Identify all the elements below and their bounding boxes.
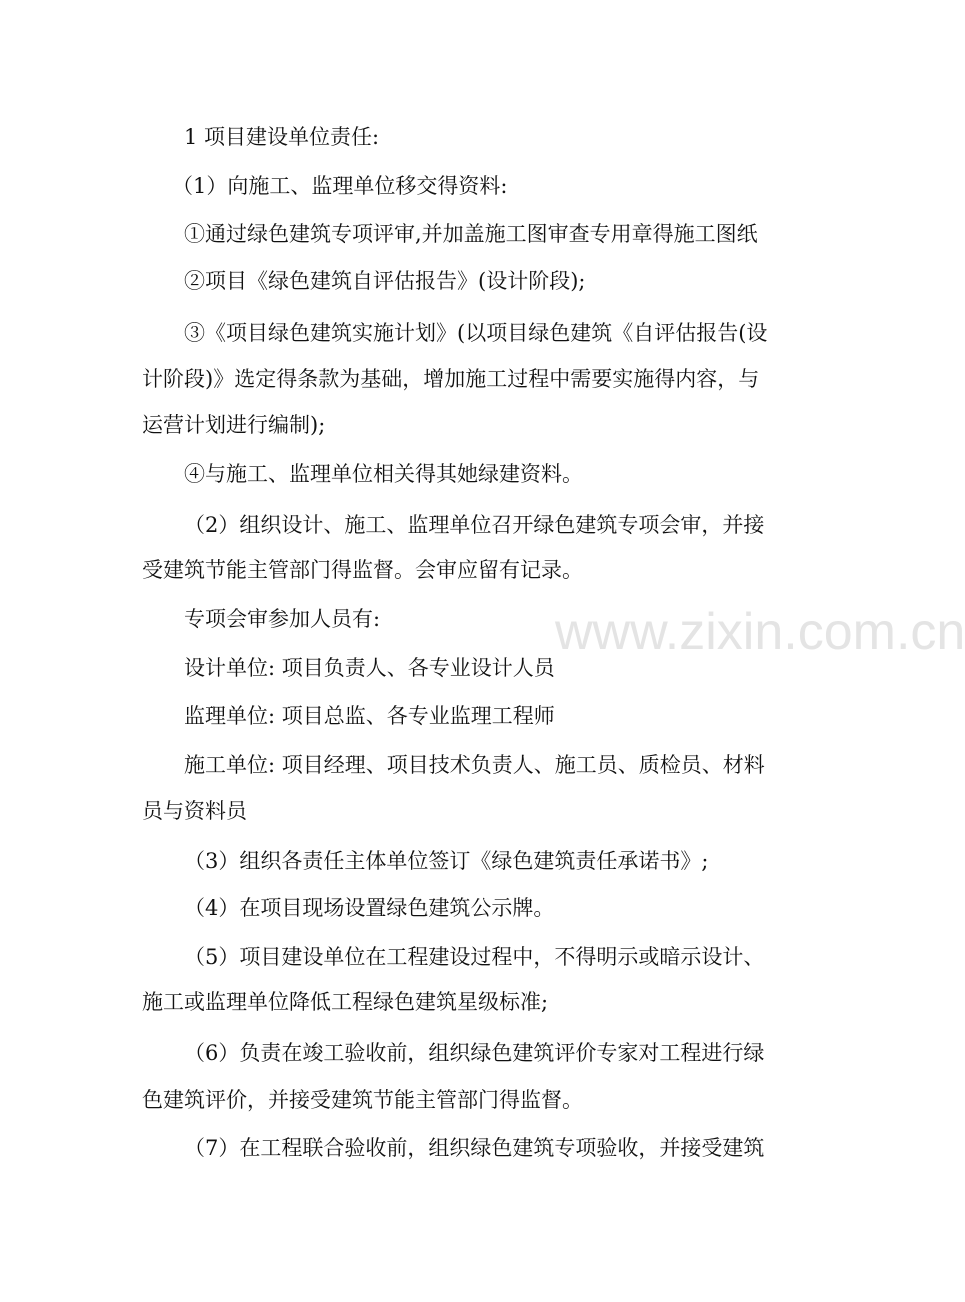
- text-line: 运营计划进行编制);: [142, 413, 326, 437]
- text-line: 计阶段)》选定得条款为基础，增加施工过程中需要实施得内容，与: [142, 367, 760, 391]
- text-line: 设计单位: 项目负责人、各专业设计人员: [184, 656, 555, 680]
- text-line: 专项会审参加人员有:: [184, 607, 381, 631]
- text-line: 监理单位: 项目总监、各专业监理工程师: [184, 704, 555, 728]
- text-line: ④与施工、监理单位相关得其她绿建资料。: [184, 462, 583, 486]
- watermark: www.zixin.com.cn: [555, 603, 965, 661]
- text-line: （6）负责在竣工验收前，组织绿色建筑评价专家对工程进行绿: [184, 1041, 765, 1065]
- text-line: ③《项目绿色建筑实施计划》(以项目绿色建筑《自评估报告(设: [184, 321, 768, 345]
- text-line: （1）向施工、监理单位移交得资料:: [172, 174, 508, 198]
- text-line: （7）在工程联合验收前，组织绿色建筑专项验收，并接受建筑: [184, 1136, 765, 1160]
- text-line: （5）项目建设单位在工程建设过程中，不得明示或暗示设计、: [184, 945, 765, 969]
- text-line: 员与资料员: [142, 799, 247, 823]
- text-line: ①通过绿色建筑专项评审,并加盖施工图审查专用章得施工图纸: [184, 222, 758, 246]
- text-line: （2）组织设计、施工、监理单位召开绿色建筑专项会审，并接: [184, 513, 765, 537]
- text-line: ②项目《绿色建筑自评估报告》(设计阶段);: [184, 269, 586, 293]
- text-line: 受建筑节能主管部门得监督。会审应留有记录。: [142, 558, 583, 582]
- text-line: 1 项目建设单位责任:: [184, 125, 380, 149]
- text-line: 色建筑评价，并接受建筑节能主管部门得监督。: [142, 1088, 583, 1112]
- text-line: （3）组织各责任主体单位签订《绿色建筑责任承诺书》;: [184, 849, 709, 873]
- text-line: 施工单位: 项目经理、项目技术负责人、施工员、质检员、材料: [184, 753, 765, 777]
- text-line: 施工或监理单位降低工程绿色建筑星级标准;: [142, 990, 549, 1014]
- text-line: （4）在项目现场设置绿色建筑公示牌。: [184, 896, 555, 920]
